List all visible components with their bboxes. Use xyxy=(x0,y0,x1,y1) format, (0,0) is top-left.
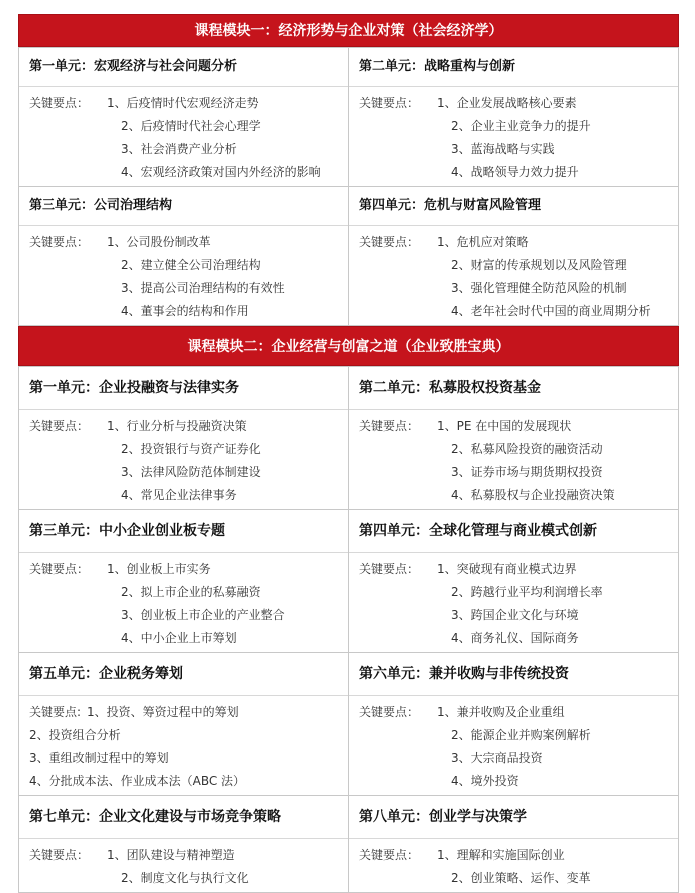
unit-title: 第八单元：创业学与决策学 xyxy=(349,796,678,839)
key-points xyxy=(19,226,348,325)
key-points xyxy=(349,553,678,652)
key-points xyxy=(19,839,348,892)
unit-cell xyxy=(349,653,679,796)
unit-cell xyxy=(349,796,679,893)
unit-title: 第四单元：全球化管理与商业模式创新 xyxy=(349,510,678,553)
point-item: 1、危机应对策略 xyxy=(437,235,529,249)
point-item: 3、法律风险防范体制建设 xyxy=(121,465,261,479)
point-item: 3、蓝海战略与实践 xyxy=(451,142,555,156)
unit-title: 第一单元：企业投融资与法律实务 xyxy=(19,367,348,410)
unit-title: 第一单元：宏观经济与社会问题分析 xyxy=(19,48,348,87)
unit-cell xyxy=(349,187,679,326)
unit-cell xyxy=(349,48,679,187)
point-item: 2、投资组合分析 xyxy=(29,728,121,742)
unit-title: 第四单元：危机与财富风险管理 xyxy=(349,187,678,226)
key-points xyxy=(349,410,678,509)
point-item: 2、私募风险投资的融资活动 xyxy=(451,442,603,456)
point-item: 3、社会消费产业分析 xyxy=(121,142,237,156)
unit-cell xyxy=(349,510,679,653)
key-points-label: 关键要点： xyxy=(29,235,90,249)
unit-cell xyxy=(19,653,349,796)
point-item: 4、宏观经济政策对国内外经济的影响 xyxy=(121,165,321,179)
unit-cell xyxy=(19,510,349,653)
point-item: 4、中小企业上市筹划 xyxy=(121,631,237,645)
course-outline xyxy=(18,14,679,893)
unit-title: 第二单元：私募股权投资基金 xyxy=(349,367,678,410)
key-points xyxy=(19,553,348,652)
point-item: 2、企业主业竞争力的提升 xyxy=(451,119,591,133)
unit-cell xyxy=(19,796,349,893)
unit-title: 第二单元：战略重构与创新 xyxy=(349,48,678,87)
point-item: 3、重组改制过程中的筹划 xyxy=(29,751,169,765)
point-item: 2、创业策略、运作、变革 xyxy=(451,871,591,885)
module-1-header: 课程模块一：经济形势与企业对策（社会经济学） xyxy=(18,14,679,47)
point-item: 1、公司股份制改革 xyxy=(107,235,211,249)
point-item: 1、投资、筹资过程中的筹划 xyxy=(87,705,239,719)
unit-cell xyxy=(19,367,349,510)
key-points xyxy=(19,87,348,186)
key-points-label: 关键要点： xyxy=(29,848,90,862)
key-points xyxy=(19,410,348,509)
unit-cell xyxy=(19,48,349,187)
unit-cell xyxy=(349,367,679,510)
key-points xyxy=(19,696,348,795)
point-item: 4、董事会的结构和作用 xyxy=(121,304,249,318)
point-item: 4、私募股权与企业投融资决策 xyxy=(451,488,615,502)
point-item: 1、团队建设与精神塑造 xyxy=(107,848,235,862)
point-item: 1、理解和实施国际创业 xyxy=(437,848,565,862)
point-item: 3、跨国企业文化与环境 xyxy=(451,608,579,622)
point-item: 2、建立健全公司治理结构 xyxy=(121,258,261,272)
key-points xyxy=(349,226,678,325)
key-points-label: 关键要点： xyxy=(359,848,420,862)
key-points-label: 关键要点： xyxy=(359,235,420,249)
point-item: 1、突破现有商业模式边界 xyxy=(437,562,577,576)
point-item: 2、投资银行与资产证券化 xyxy=(121,442,261,456)
point-item: 4、境外投资 xyxy=(451,774,519,788)
unit-title: 第三单元：公司治理结构 xyxy=(19,187,348,226)
point-item: 3、证券市场与期货期权投资 xyxy=(451,465,603,479)
point-item: 1、兼并收购及企业重组 xyxy=(437,705,565,719)
key-points-label: 关键要点: xyxy=(29,705,82,719)
module-2-header: 课程模块二：企业经营与创富之道（企业致胜宝典） xyxy=(18,326,679,366)
module-1-table xyxy=(18,47,679,326)
module-2-table xyxy=(18,366,679,893)
unit-title: 第七单元：企业文化建设与市场竞争策略 xyxy=(19,796,348,839)
point-item: 2、制度文化与执行文化 xyxy=(121,871,249,885)
point-item: 3、创业板上市企业的产业整合 xyxy=(121,608,285,622)
point-item: 1、后疫情时代宏观经济走势 xyxy=(107,96,259,110)
key-points-label: 关键要点： xyxy=(29,419,90,433)
point-item: 1、企业发展战略核心要素 xyxy=(437,96,577,110)
point-item: 4、常见企业法律事务 xyxy=(121,488,237,502)
point-item: 3、提高公司治理结构的有效性 xyxy=(121,281,285,295)
key-points-label: 关键要点： xyxy=(29,562,90,576)
point-item: 4、战略领导力效力提升 xyxy=(451,165,579,179)
point-item: 1、PE 在中国的发展现状 xyxy=(437,419,572,433)
point-item: 4、老年社会时代中国的商业周期分析 xyxy=(451,304,651,318)
point-item: 2、跨越行业平均利润增长率 xyxy=(451,585,603,599)
point-item: 4、商务礼仪、国际商务 xyxy=(451,631,579,645)
unit-title: 第五单元：企业税务筹划 xyxy=(19,653,348,696)
key-points-label: 关键要点： xyxy=(359,419,420,433)
unit-title: 第六单元：兼并收购与非传统投资 xyxy=(349,653,678,696)
point-item: 2、能源企业并购案例解析 xyxy=(451,728,591,742)
point-item: 1、创业板上市实务 xyxy=(107,562,211,576)
point-item: 2、拟上市企业的私募融资 xyxy=(121,585,261,599)
point-item: 2、后疫情时代社会心理学 xyxy=(121,119,261,133)
key-points-label: 关键要点： xyxy=(359,562,420,576)
point-item: 2、财富的传承规划以及风险管理 xyxy=(451,258,627,272)
point-item: 3、强化管理健全防范风险的机制 xyxy=(451,281,627,295)
point-item: 3、大宗商品投资 xyxy=(451,751,543,765)
key-points-label: 关键要点： xyxy=(359,705,420,719)
unit-cell xyxy=(19,187,349,326)
key-points xyxy=(349,696,678,795)
key-points-label: 关键要点： xyxy=(359,96,420,110)
key-points-label: 关键要点： xyxy=(29,96,90,110)
key-points xyxy=(349,87,678,186)
unit-title: 第三单元：中小企业创业板专题 xyxy=(19,510,348,553)
point-item: 4、分批成本法、作业成本法（ABC 法） xyxy=(29,774,246,788)
key-points xyxy=(349,839,678,892)
point-item: 1、行业分析与投融资决策 xyxy=(107,419,247,433)
